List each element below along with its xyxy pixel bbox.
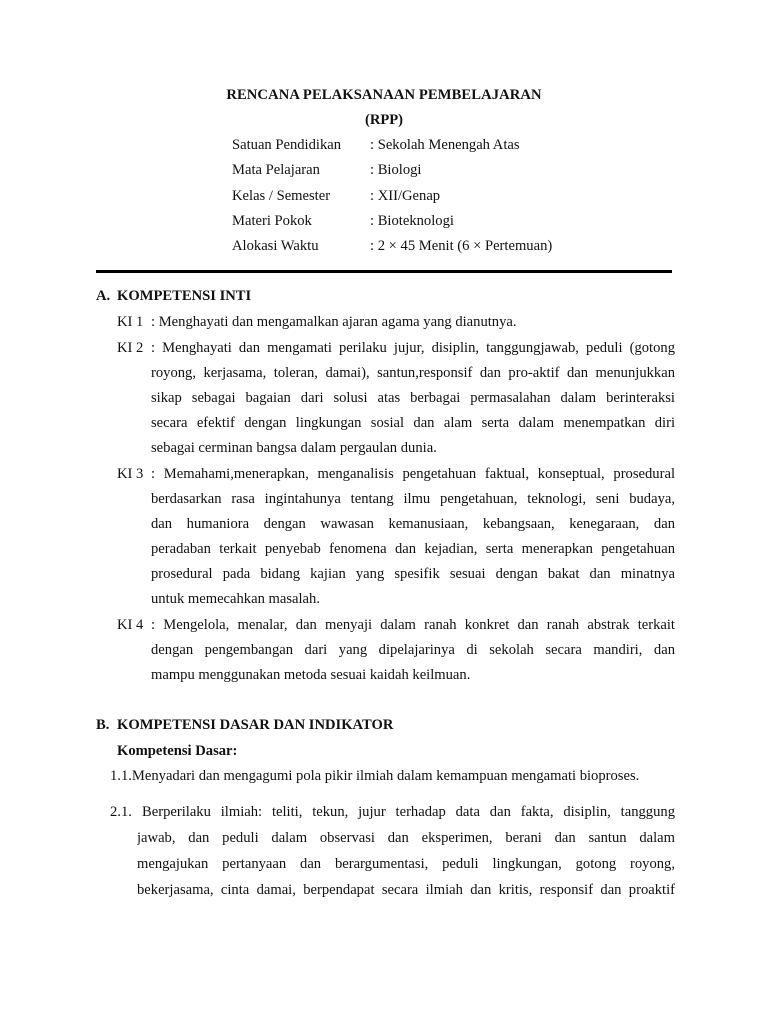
ki3-line: prosedural pada bidang kajian yang spesifik sesuai dengan bakat dan minatnya — [151, 566, 675, 582]
info-value: : Biologi — [370, 162, 422, 179]
info-value: : Bioteknologi — [370, 212, 454, 229]
info-row — [232, 188, 552, 213]
section-a-heading — [96, 288, 251, 305]
info-row — [232, 238, 552, 263]
ki2-line: royong, kerjasama, toleran, damai), santun,responsif dan pro-aktif dan menunjukkan — [151, 365, 675, 381]
kd-1-1: 1.1.Menyadari dan mengagumi pola pikir ilmiah dalam kemampuan mengamati bioproses. — [110, 768, 640, 784]
info-row — [232, 162, 552, 187]
document-title: RENCANA PELAKSANAAN PEMBELAJARAN — [226, 87, 542, 103]
info-row — [232, 213, 552, 238]
ki1-line: : Menghayati dan mengamalkan ajaran agama yang dianutnya. — [151, 314, 517, 330]
ki4-line: : Mengelola, menalar, dan menyaji dalam ranah konkret dan ranah abstrak terkait — [151, 617, 675, 633]
info-label: Mata Pelajaran — [232, 162, 320, 179]
ki1-prefix: KI 1 — [117, 314, 144, 330]
kd-2-1-line: mengajukan pertanyaan dan berargumentasi, peduli lingkungan, gotong royong, — [137, 856, 675, 872]
info-row — [232, 137, 552, 162]
info-value: : XII/Genap — [370, 187, 441, 204]
ki4-line: mampu menggunakan metoda sesuai kaidah keilmuan. — [151, 667, 471, 683]
ki4-line: dengan pengembangan dari yang dipelajarinya di sekolah secara mandiri, dan — [151, 642, 675, 658]
ki2-line: sebagai cerminan bangsa dalam pergaulan dunia. — [151, 440, 437, 456]
kd-2-1-line: bekerjasama, cinta damai, berpendapat secara ilmiah dan kritis, responsif dan proaktif — [137, 882, 675, 898]
kompetensi-dasar-title: Kompetensi Dasar: — [117, 743, 238, 759]
kd-2-1-line: Berperilaku ilmiah: teliti, tekun, jujur terhadap data dan fakta, disiplin, tanggung — [142, 804, 675, 820]
ki3-line: : Memahami,menerapkan, menganalisis pengetahuan faktual, konseptual, prosedural — [151, 466, 675, 482]
kd-2-1-number: 2.1. — [110, 804, 132, 820]
section-letter: A. — [96, 288, 111, 304]
section-letter: B. — [96, 717, 110, 733]
ki2-prefix: KI 2 — [117, 340, 144, 356]
info-value: : Sekolah Menengah Atas — [370, 137, 520, 153]
ki3-line: berdasarkan rasa ingintahunya tentang ilmu pengetahuan, teknologi, seni budaya, — [151, 491, 675, 507]
kd-2-1-line: jawab, dan peduli dalam observasi dan eksperimen, berani dan santun dalam — [137, 830, 675, 846]
info-label: Materi Pokok — [232, 212, 312, 229]
info-table — [232, 137, 552, 263]
ki2-line: secara efektif dengan lingkungan sosial dan alam serta dalam menempatkan diri — [151, 415, 675, 431]
section-title: KOMPETENSI INTI — [117, 288, 252, 304]
info-value: : 2 × 45 Menit (6 × Pertemuan) — [370, 238, 553, 255]
ki3-line: dan humaniora dengan wawasan kemanusiaan, kebangsaan, kenegaraan, dan — [151, 516, 675, 532]
ki3-line: peradaban terkait penyebab fenomena dan kejadian, serta menerapkan pengetahuan — [151, 541, 675, 557]
header-divider — [96, 270, 672, 273]
ki3-line: untuk memecahkan masalah. — [151, 591, 320, 607]
ki2-line: sikap sebagai bagaian dari solusi atas berbagai permasalahan dalam berinteraksi — [151, 390, 675, 406]
info-label: Alokasi Waktu — [232, 238, 319, 255]
info-label: Kelas / Semester — [232, 187, 331, 204]
section-title: KOMPETENSI DASAR DAN INDIKATOR — [117, 717, 394, 733]
ki3-prefix: KI 3 — [117, 466, 144, 482]
ki4-prefix: KI 4 — [117, 617, 144, 633]
document-subtitle: (RPP) — [364, 112, 404, 128]
info-label: Satuan Pendidikan — [232, 137, 342, 153]
ki2-line: : Menghayati dan mengamati perilaku jujur, disiplin, tanggungjawab, peduli (gotong — [151, 340, 675, 356]
section-b-heading — [96, 717, 393, 734]
